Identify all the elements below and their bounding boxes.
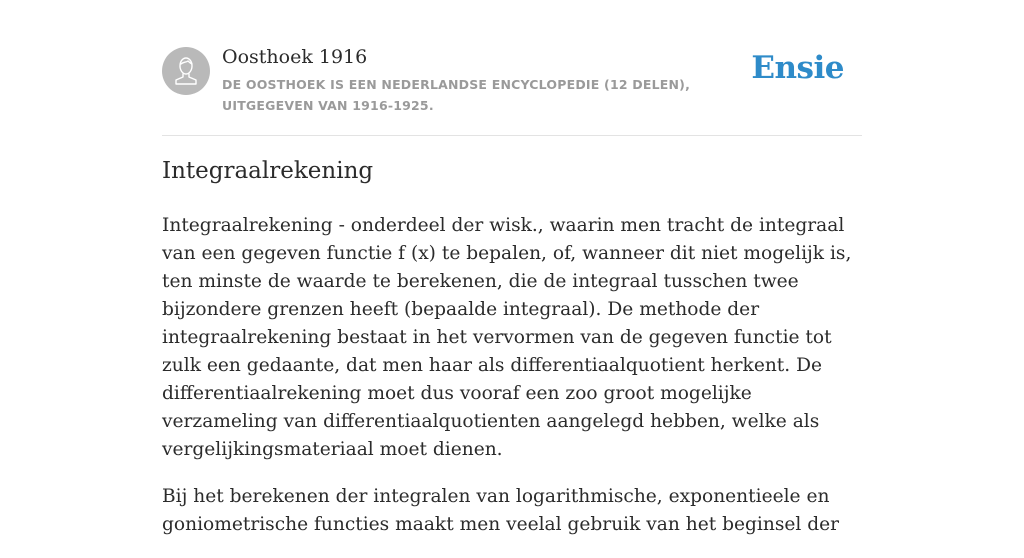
brand-logo-link[interactable]: Ensie: [751, 50, 844, 86]
article-body: [162, 212, 867, 558]
article-paragraph: Bij het berekenen der integralen van logarithmische, exponentieele en goniometrische functies maakt men veelal gebruik van het beginsel der: [162, 486, 840, 535]
source-title[interactable]: Oosthoek 1916: [222, 46, 368, 68]
source-description: DE OOSTHOEK IS EEN NEDERLANDSE ENCYCLOPEDIE (12 DELEN), UITGEGEVEN VAN 1916-1925.: [222, 77, 691, 113]
header-divider: [162, 135, 862, 136]
avatar[interactable]: [162, 47, 210, 95]
user-icon: [162, 47, 210, 95]
article-paragraph: Integraalrekening - onderdeel der wisk., waarin men tracht de integraal van een gegeven functie f (x) te bepalen, of, wanneer dit niet mogelijk is, ten minste de waarde te berekenen, die de integraal tusschen twee bijzondere grenzen heeft (bepaalde integraal). De methode der integraalrekening bestaat in het vervormen van de gegeven functie tot zulk een gedaante, dat men haar als differentiaalquotient herkent. De differentiaalrekening moet dus vooraf een zoo groot mogelijke verzameling van differentiaalquotienten aangelegd hebben, welke als vergelijkingsmateriaal moet dienen.: [162, 215, 852, 460]
source-header: [162, 44, 862, 124]
page-title: Integraalrekening: [162, 158, 374, 184]
